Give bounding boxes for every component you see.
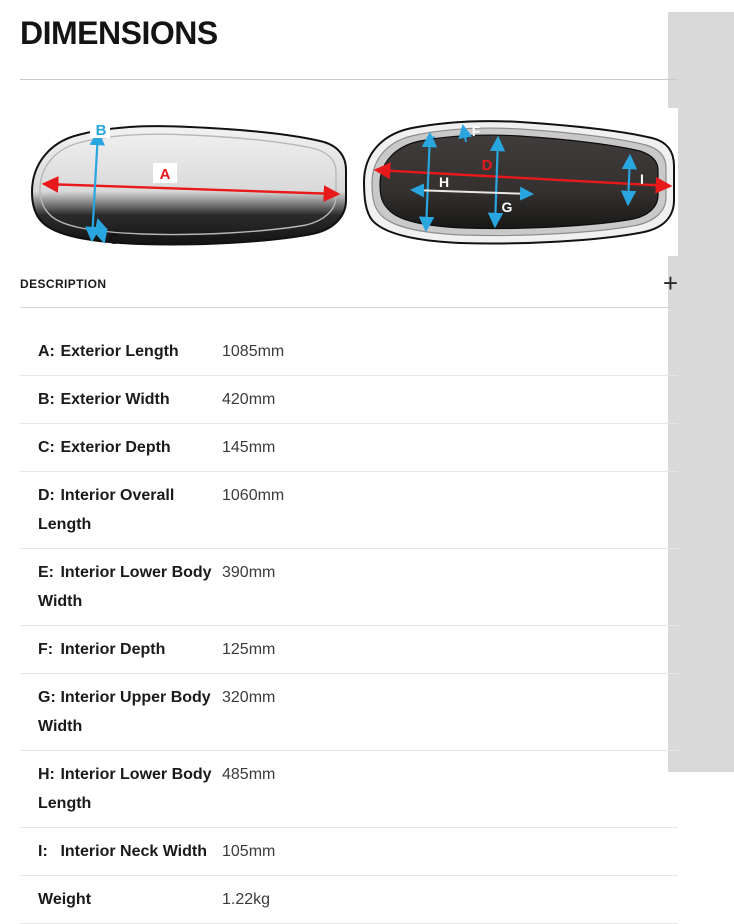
label-d: D <box>481 157 493 174</box>
dimensions-table <box>20 328 678 924</box>
spec-name: Exterior Width <box>60 391 170 408</box>
table-row <box>20 828 678 876</box>
table-row <box>20 472 678 549</box>
label-e: E <box>426 133 436 149</box>
spec-name: Interior Overall Length <box>38 487 175 533</box>
spec-letter: C: <box>38 439 55 456</box>
table-row <box>20 674 678 751</box>
spec-letter: I: <box>38 843 48 860</box>
table-row <box>20 751 678 828</box>
spec-label <box>20 549 220 626</box>
label-i: I <box>640 171 644 187</box>
spec-value: 1.22kg <box>222 891 271 908</box>
content-column <box>20 12 678 924</box>
spec-label <box>20 328 220 376</box>
spec-name: Interior Neck Width <box>60 843 207 860</box>
description-label: DESCRIPTION <box>20 277 107 291</box>
table-row <box>20 626 678 674</box>
spec-label <box>20 626 220 674</box>
spec-name: Interior Upper Body Width <box>38 689 211 735</box>
label-a: A <box>159 166 171 183</box>
spec-label <box>20 424 220 472</box>
spec-value: 1085mm <box>222 343 285 360</box>
spec-value: 105mm <box>222 843 276 860</box>
plus-icon[interactable]: + <box>662 268 678 298</box>
label-f: F <box>471 123 481 139</box>
page-title: DIMENSIONS <box>20 15 218 51</box>
spec-value: 145mm <box>222 439 276 456</box>
spec-name: Exterior Depth <box>60 439 171 456</box>
spec-label <box>20 376 220 424</box>
table-row <box>20 376 678 424</box>
spec-value: 420mm <box>222 391 276 408</box>
label-h: H <box>438 174 450 190</box>
description-toggle-bar[interactable] <box>20 268 678 308</box>
spec-label <box>20 674 220 751</box>
spec-value: 320mm <box>222 689 276 706</box>
spec-label <box>20 472 220 549</box>
spec-letter: H: <box>38 766 55 783</box>
spec-value: 1060mm <box>222 487 285 504</box>
spec-name: Interior Depth <box>60 641 166 658</box>
title-divider <box>20 79 678 80</box>
case-exterior-illustration <box>32 120 346 248</box>
table-row <box>20 424 678 472</box>
spec-name: Exterior Length <box>60 343 179 360</box>
spec-letter: F: <box>38 641 54 658</box>
spec-value: 390mm <box>222 564 276 581</box>
table-row <box>20 549 678 626</box>
table-row <box>20 876 678 924</box>
spec-value: 125mm <box>222 641 276 658</box>
label-c: C <box>108 231 120 248</box>
dimensions-page <box>0 12 734 908</box>
spec-name: Interior Lower Body Length <box>38 766 212 812</box>
label-g: G <box>501 199 513 215</box>
spec-letter: G: <box>38 689 56 706</box>
spec-letter: B: <box>38 391 55 408</box>
dimensions-diagram <box>20 108 678 256</box>
spec-letter: D: <box>38 487 55 504</box>
label-b: B <box>95 122 107 139</box>
spec-name: Weight <box>38 891 92 908</box>
spec-letter: A: <box>38 343 55 360</box>
spec-label <box>20 876 220 924</box>
spec-letter: E: <box>38 564 54 581</box>
spec-name: Interior Lower Body Width <box>38 564 212 610</box>
spec-label <box>20 828 220 876</box>
table-row <box>20 328 678 376</box>
spec-value: 485mm <box>222 766 276 783</box>
spec-label <box>20 751 220 828</box>
